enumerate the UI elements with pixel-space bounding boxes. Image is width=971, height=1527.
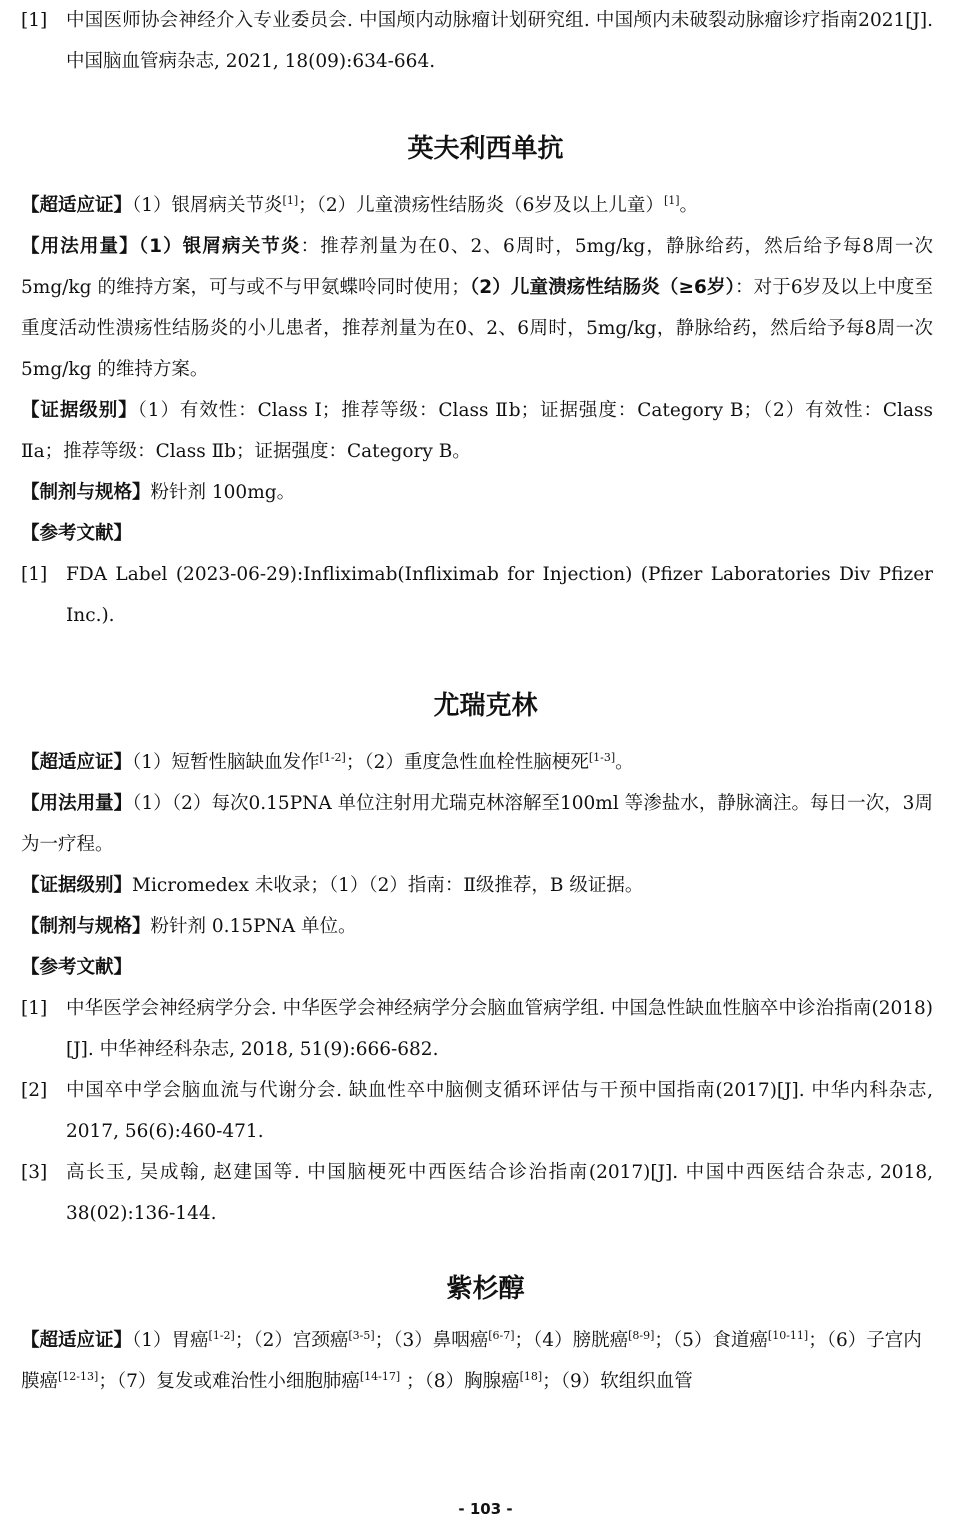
separator: ； xyxy=(98,1371,117,1392)
usage-label: 【用法用量】 xyxy=(21,236,139,257)
drug-title-paclitaxel: 紫杉醇 xyxy=(446,1274,525,1304)
offlabel-indications xyxy=(21,742,933,783)
drug-title-urinary-kallidinogenase: 尤瑞克林 xyxy=(433,691,538,721)
separator: ； xyxy=(514,1330,534,1351)
citation-sup: [1-3] xyxy=(588,750,616,764)
evidence-label: 【证据级别】 xyxy=(21,875,133,896)
usage-dosage xyxy=(21,783,933,865)
offlabel-label: 【超适应证】 xyxy=(21,1330,133,1351)
citation-sup: [1-2] xyxy=(208,1328,235,1342)
reference-number: [1] xyxy=(21,998,48,1019)
usage-text: （1）（2）每次0.15PNA 单位注射用尤瑞克林溶解至100ml 等渗盐水，静脉滴注。每日一次，3周为一疗程。 xyxy=(21,793,933,855)
reference-number: [1] xyxy=(21,10,48,31)
separator: ； xyxy=(808,1330,827,1351)
reference-item xyxy=(21,554,933,636)
citation-sup: [3-5] xyxy=(348,1328,375,1342)
offlabel-item: ；（2）儿童溃疡性结肠炎（6岁及以上儿童） xyxy=(298,195,664,216)
offlabel-item: （5）食道癌 xyxy=(672,1330,768,1351)
offlabel-item: （7）复发或难治性小细胞肺癌 xyxy=(116,1371,360,1392)
usage-label: 【用法用量】 xyxy=(21,793,133,814)
evidence-level xyxy=(21,865,933,906)
reference-number: [1] xyxy=(21,564,48,585)
offlabel-label: 【超适应证】 xyxy=(21,752,133,773)
punctuation: 。 xyxy=(679,195,699,216)
citation-sup: [14-17] xyxy=(359,1369,401,1383)
offlabel-item: （8）胸腺癌 xyxy=(424,1371,520,1392)
separator: ； xyxy=(400,1371,425,1392)
reference-item xyxy=(21,1070,933,1152)
offlabel-item: ；（2）重度急性血栓性脑梗死 xyxy=(345,752,589,773)
usage-subheading: （1）银屑病关节炎 xyxy=(138,236,301,257)
drug-title-infliximab: 英夫利西单抗 xyxy=(407,134,564,164)
citation-sup: [8-9] xyxy=(628,1328,655,1342)
evidence-text: （1）有效性：Class I；推荐等级：Class Ⅱb；证据强度：Category B；（2）有效性：Class Ⅱa；推荐等级：Class Ⅱb；证据强度：Category B。 xyxy=(21,400,933,462)
separator: ； xyxy=(234,1330,254,1351)
formulation-spec xyxy=(21,906,933,947)
evidence-level xyxy=(21,390,933,472)
page-number: - 103 - xyxy=(458,1500,513,1518)
citation-sup: [6-7] xyxy=(488,1328,515,1342)
usage-subheading: （2）儿童溃疡性结肠炎（≥6岁） xyxy=(469,277,735,298)
offlabel-item: （3）鼻咽癌 xyxy=(393,1330,489,1351)
separator: ； xyxy=(654,1330,673,1351)
reference-item xyxy=(21,1152,933,1234)
offlabel-indications xyxy=(21,1320,933,1402)
reference-text: 高长玉, 吴成翰, 赵建国等. 中国脑梗死中西医结合诊治指南(2017)[J]. 中国中西医结合杂志, 2018, 38(02):136-144. xyxy=(66,1162,933,1224)
spec-label: 【制剂与规格】 xyxy=(21,482,151,503)
separator: ； xyxy=(542,1371,561,1392)
reference-text: 中华医学会神经病学分会. 中华医学会神经病学分会脑血管病学组. 中国急性缺血性脑卒中诊治指南(2018)[J]. 中华神经科杂志, 2018, 51(9):666-682. xyxy=(66,998,933,1060)
citation-sup: [10-11] xyxy=(767,1328,809,1342)
offlabel-item: （6）子宫内膜癌 xyxy=(21,1330,922,1392)
offlabel-label: 【超适应证】 xyxy=(21,195,133,216)
reference-text: 中国卒中学会脑血流与代谢分会. 缺血性卒中脑侧支循环评估与干预中国指南(2017)[J]. 中华内科杂志, 2017, 56(6):460-471. xyxy=(66,1080,933,1142)
spec-text: 粉针剂 0.15PNA 单位。 xyxy=(150,916,357,937)
reference-number: [2] xyxy=(21,1080,48,1101)
reference-item xyxy=(21,988,933,1070)
reference-text: 中国医师协会神经介入专业委员会. 中国颅内动脉瘤计划研究组. 中国颅内未破裂动脉瘤诊疗指南2021[J]. 中国脑血管病杂志, 2021, 18(09):634-664. xyxy=(66,10,933,72)
spec-label: 【制剂与规格】 xyxy=(21,916,151,937)
offlabel-item: （2）宫颈癌 xyxy=(253,1330,349,1351)
offlabel-item: （4）膀胱癌 xyxy=(533,1330,629,1351)
reference-text: FDA Label (2023-06-29):Infliximab(Infliximab for Injection) (Pfizer Laboratories Div Pfizer Inc.). xyxy=(66,564,933,626)
separator: ； xyxy=(374,1330,394,1351)
spec-text: 粉针剂 100mg。 xyxy=(150,482,296,503)
offlabel-indications xyxy=(21,185,933,226)
references-label: 【参考文献】 xyxy=(21,957,133,978)
evidence-text: Micromedex 未收录；（1）（2）指南：Ⅱ级推荐，B 级证据。 xyxy=(132,875,644,896)
citation-sup: [1] xyxy=(282,193,299,207)
punctuation: 。 xyxy=(615,752,634,773)
usage-text: ：推荐剂量为在0、2、6周时，5mg/kg，静脉给药，然后给予每8周一次5mg/kg 的维持方案，可与或不与甲氨蝶呤同时使用； xyxy=(21,236,933,298)
references-heading xyxy=(21,947,933,988)
citation-sup: [1] xyxy=(663,193,680,207)
offlabel-item: （9）软组织血管 xyxy=(560,1371,693,1392)
reference-item xyxy=(21,0,933,82)
reference-number: [3] xyxy=(21,1162,48,1183)
citation-sup: [18] xyxy=(519,1369,543,1383)
formulation-spec xyxy=(21,472,933,513)
references-heading xyxy=(21,513,933,554)
usage-text: ：对于6岁及以上中度至重度活动性溃疡性结肠炎的小儿患者，推荐剂量为在0、2、6周时，5mg/kg，静脉给药，然后给予每8周一次5mg/kg 的维持方案。 xyxy=(21,277,933,380)
citation-sup: [12-13] xyxy=(58,1369,99,1383)
offlabel-item: （1）银屑病关节炎 xyxy=(132,195,283,216)
offlabel-item: （1）短暂性脑缺血发作 xyxy=(132,752,320,773)
usage-dosage xyxy=(21,226,933,390)
evidence-label: 【证据级别】 xyxy=(21,400,138,421)
offlabel-item: （1）胃癌 xyxy=(132,1330,209,1351)
references-label: 【参考文献】 xyxy=(21,523,133,544)
citation-sup: [1-2] xyxy=(319,750,346,764)
